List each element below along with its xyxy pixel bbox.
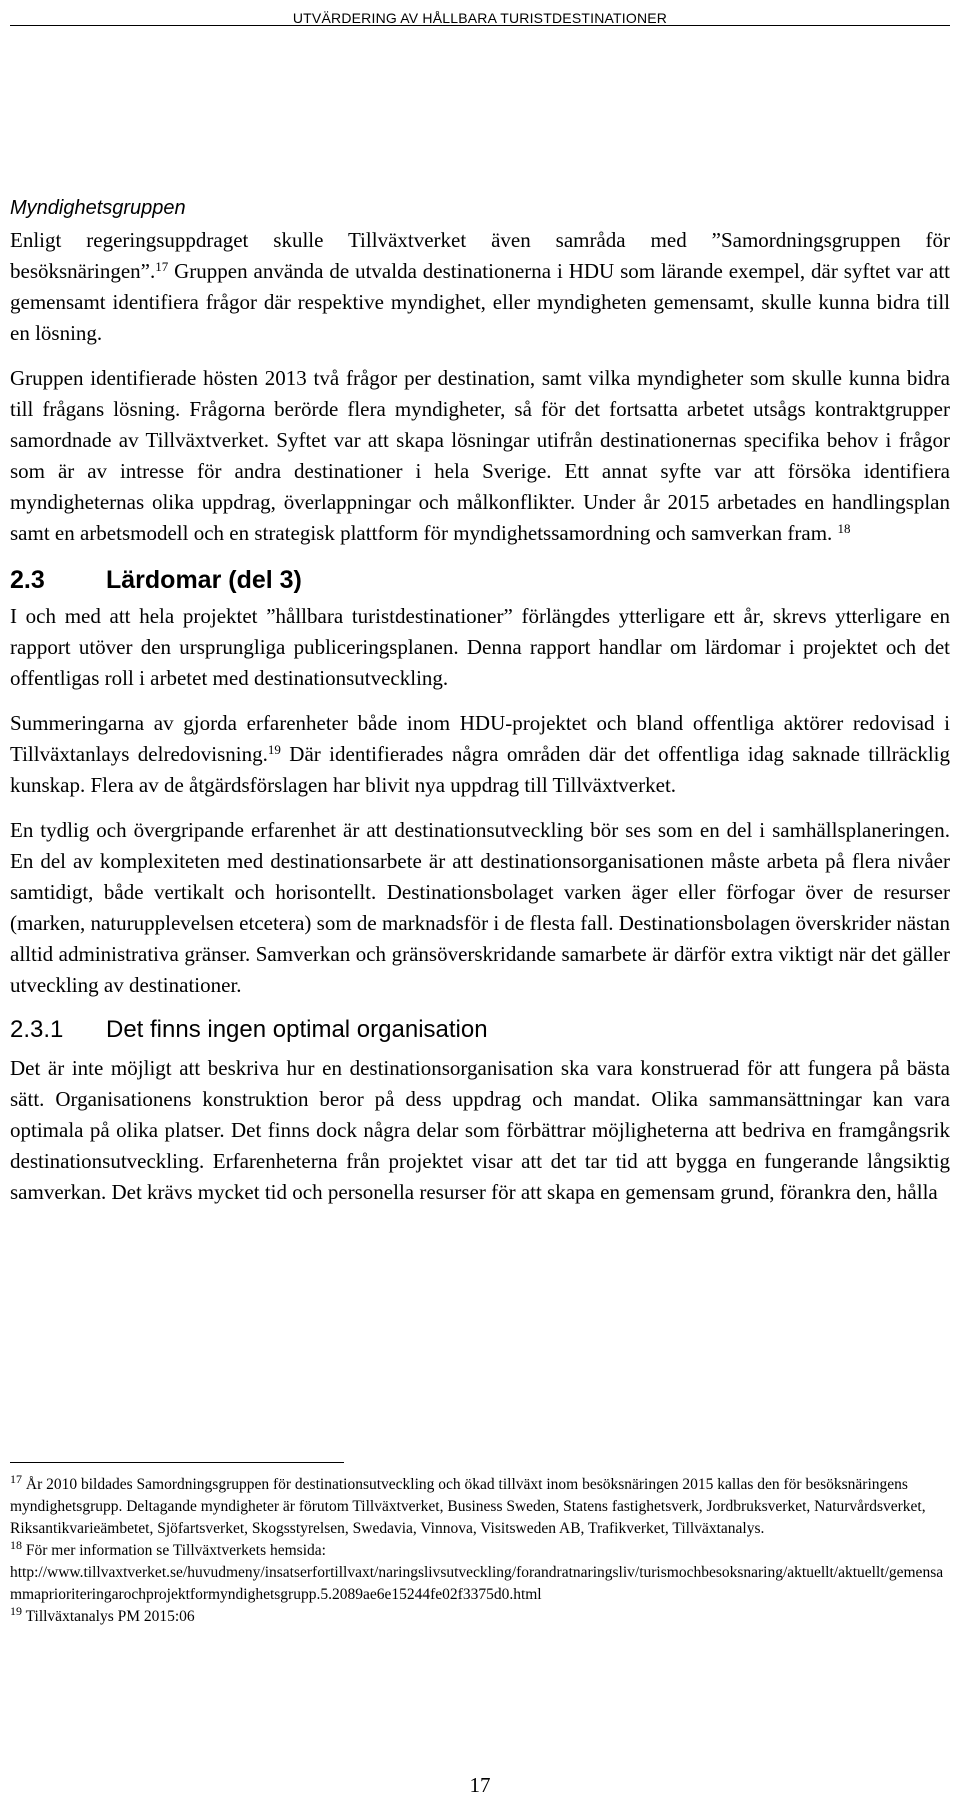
header-rule [10, 25, 950, 26]
subheading-myndighetsgruppen: Myndighetsgruppen [10, 197, 186, 219]
paragraph: I och med att hela projektet ”hållbara turistdestinationer” förlängdes ytterligare ett år, skrevs ytterligare en rapport utöver den ursprungliga publiceringsplanen. Denna rapport handlar om lärdomar i projektet och det offentligas roll i arbetet med destinationsutveckling. [10, 604, 950, 690]
paragraph [10, 225, 950, 349]
footnote-number: 17 [10, 1472, 22, 1486]
footnote-rule [10, 1462, 344, 1463]
paragraph-text: Där identifierades några områden där det offentliga idag saknade tillräcklig kunskap. Flera av de åtgärdsförslagen har blivit nya uppdrag till Tillväxtverket. [10, 742, 950, 797]
paragraph-text: Gruppen identifierade hösten 2013 två frågor per destination, samt vilka myndigheter som skulle kunna bidra till frågans lösning. Frågorna berörde flera myndigheter, så för det fortsatta arbetet utsågs kontraktgrupper samordnade av Tillväxtverket. Syftet var att skapa lösningar utifrån destinationernas specifika behov i frågor som är av intresse för andra destinationer i hela Sverige. Ett annat syfte var att försöka identifiera myndigheternas olika uppdrag, överlappningar och målkonflikter. Under år 2015 arbetades en handlingsplan samt en arbetsmodell och en strategisk plattform för myndighetssamordning och samverkan fram. [10, 366, 950, 545]
footnote-text: För mer information se Tillväxtverkets hemsida: [22, 1542, 326, 1559]
footnote [10, 1474, 950, 1540]
footnote-number: 19 [10, 1604, 22, 1618]
page-number: 17 [469, 1773, 491, 1797]
section-heading-2-3 [10, 565, 950, 595]
footnote [10, 1540, 950, 1562]
running-header: UTVÄRDERING AV HÅLLBARA TURISTDESTINATIONER [292, 10, 668, 26]
section-number: 2.3 [10, 566, 45, 594]
paragraph-text: Summeringarna av gjorda erfarenheter både inom HDU-projektet och bland offentliga aktörer redovisad i Tillväxtanlays delredovisning. [10, 711, 950, 766]
paragraph-text: Gruppen använda de utvalda destinationerna i HDU som lärande exempel, där syftet var att gemensamt identifiera frågor där respektive myndighet, eller myndigheten gemensamt, skulle kunna bidra till en lösning. [10, 259, 950, 345]
paragraph [10, 708, 950, 801]
paragraph: En tydlig och övergripande erfarenhet är att destinationsutveckling bör ses som en del i samhällsplaneringen. En del av komplexiteten med destinationsarbete är att destinationsorganisationen måste arbeta på flera nivåer samtidigt, både vertikalt och horisontellt. Destinationsbolaget varken äger eller förfogar över de resurser (marken, naturupplevelsen etcetera) som de marknadsför i de flesta fall. Destinationsbolagen överskrider nästan alltid administrativa gränser. Samverkan och gränsöverskridande samarbete är därför extra viktigt när det gäller utveckling av destinationer. [10, 818, 950, 997]
page-content [10, 195, 950, 1222]
footnote-text: Tillväxtanalys PM 2015:06 [22, 1608, 195, 1625]
section-title: Det finns ingen optimal organisation [106, 1016, 488, 1043]
section-heading-2-3-1 [10, 1015, 950, 1045]
footnote-number: 18 [10, 1538, 22, 1552]
paragraph-text: Enligt regeringsuppdraget skulle Tillväxtverket även samråda med ”Samordningsgruppen för besöksnäringen”. [10, 228, 950, 283]
footnotes [10, 1474, 950, 1628]
footnote-link[interactable]: http://www.tillvaxtverket.se/huvudmeny/insatserfortillvaxt/naringslivsutveckling/forandratnaringsliv/turismochbesoksnaring/aktuellt/aktuellt/gemensammaprioriteringarochprojektformyndighetsgrupp.5.2089ae6e15244fe02f3375d0.html [10, 1564, 944, 1603]
footnote-ref[interactable]: 17 [155, 259, 169, 274]
section-title: Lärdomar (del 3) [106, 566, 302, 594]
footnote-ref[interactable]: 18 [837, 521, 851, 536]
section-number: 2.3.1 [10, 1016, 64, 1043]
paragraph [10, 363, 950, 549]
footnote-text: År 2010 bildades Samordningsgruppen för destinationsutveckling och ökad tillväxt inom besöksnäringen 2015 kallas den för besöksnäringens myndighetsgrupp. Deltagande myndigheter är förutom Tillväxtverket, Business Sweden, Statens fastighetsverk, Jordbruksverket, Naturvårdsverket, Riksantikvarieämbetet, Sjöfartsverket, Skogsstyrelsen, Swedavia, Vinnova, Visitsweden AB, Trafikverket, Tillväxtanalys. [10, 1476, 926, 1537]
footnote-ref[interactable]: 19 [267, 742, 281, 757]
footnote [10, 1606, 950, 1628]
paragraph: Det är inte möjligt att beskriva hur en destinationsorganisation ska vara konstruerad för att fungera på bästa sätt. Organisationens konstruktion beror på dess uppdrag och mandat. Olika sammansättningar kan vara optimala på olika platser. Det finns dock några delar som förbättrar möjligheterna att bedriva en framgångsrik destinationsutveckling. Erfarenheterna från projektet visar att det tar tid att bygga en fungerande långsiktig samverkan. Det krävs mycket tid och personella resurser för att skapa en gemensam grund, förankra den, hålla [10, 1056, 950, 1204]
